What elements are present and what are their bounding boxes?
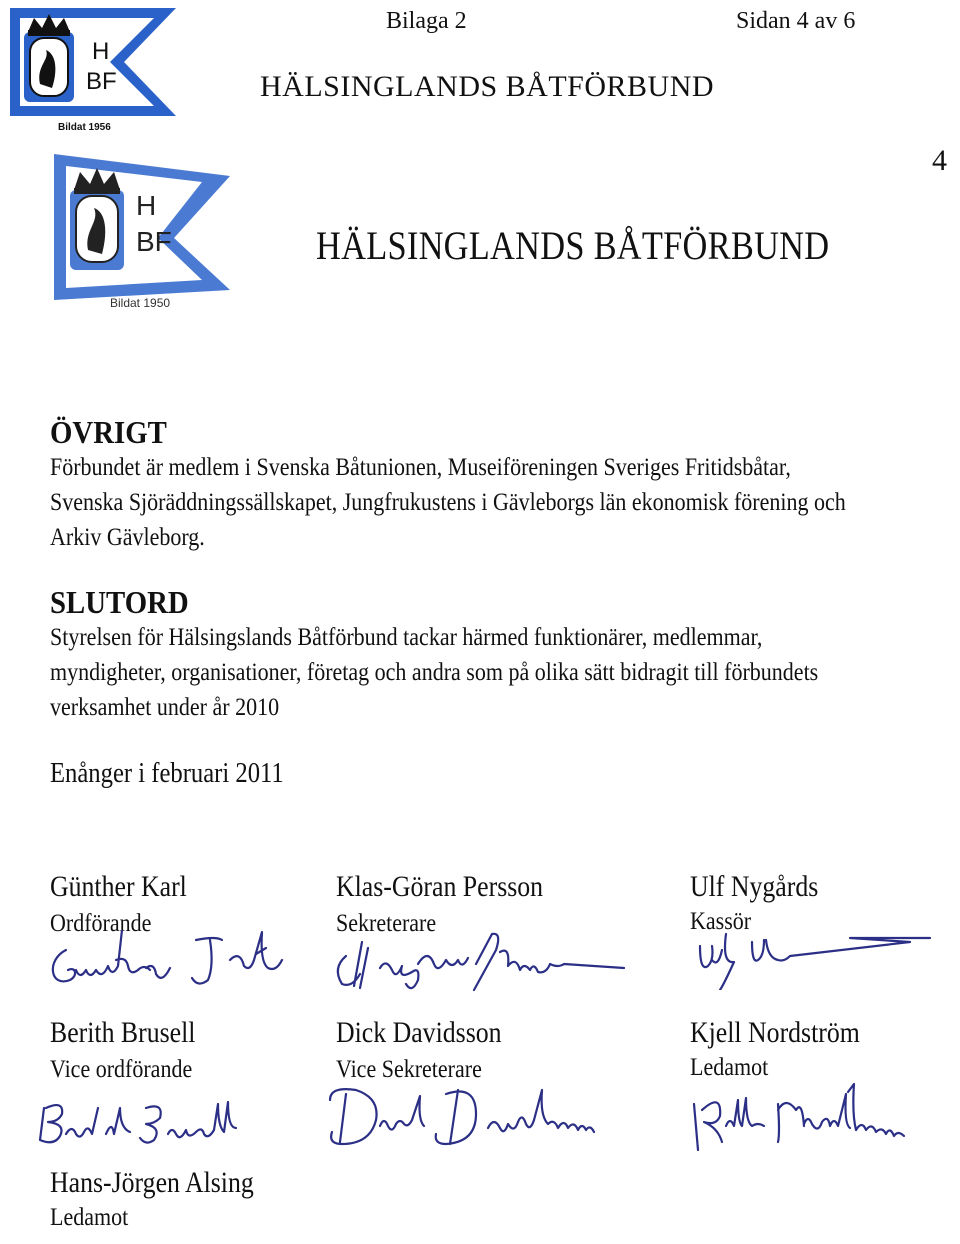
signatory-role: Ledamot [50, 1204, 129, 1231]
signatory-name: Günther Karl [50, 870, 187, 903]
signatory-name: Berith Brusell [50, 1016, 196, 1049]
signature-ulf-nygards [680, 920, 960, 990]
signatory-name: Ulf Nygårds [690, 870, 819, 903]
logo-founded: Bildat 1956 [58, 122, 111, 133]
logo-letters-bf: BF [86, 68, 117, 95]
signatory-role: Ledamot [690, 1054, 769, 1081]
signature-gunther-karl [46, 930, 296, 1000]
signatory-name: Hans-Jörgen Alsing [50, 1166, 254, 1199]
signatory-name: Dick Davidsson [336, 1016, 502, 1049]
scan-logo-letters-bf: BF [136, 226, 172, 257]
slutord-heading: SLUTORD [50, 584, 189, 620]
ovrigt-heading: ÖVRIGT [50, 414, 167, 450]
ovrigt-line-1: Förbundet är medlem i Svenska Båtunionen, Museiföreningen Sveriges Fritidsbåtar, [50, 454, 791, 481]
signatory-role: Kassör [690, 908, 752, 935]
signature-kjell-nordstrom [678, 1080, 928, 1160]
scan-title: HÄLSINGLANDS BÅTFÖRBUND [316, 223, 830, 268]
scan-logo-founded: Bildat 1950 [110, 296, 171, 310]
header-title: HÄLSINGLANDS BÅTFÖRBUND [260, 70, 715, 103]
scan-logo-letter-h: H [136, 190, 157, 221]
ovrigt-line-2: Svenska Sjöräddningssällskapet, Jungfrukustens i Gävleborgs län ekonomisk förening och [50, 489, 846, 516]
ovrigt-line-3: Arkiv Gävleborg. [50, 524, 205, 551]
signatory-name: Klas-Göran Persson [336, 870, 544, 903]
signatory-name: Kjell Nordström [690, 1016, 860, 1049]
scan-logo [50, 150, 240, 310]
slutord-paragraph [50, 620, 921, 725]
bilaga-label: Bilaga 2 [386, 8, 467, 34]
slutord-line-1: Styrelsen för Hälsingslands Båtförbund tackar härmed funktionärer, medlemmar, [50, 624, 763, 651]
signatory-role: Sekreterare [336, 910, 437, 937]
signatory-role: Ordförande [50, 910, 152, 937]
signatory-role: Vice Sekreterare [336, 1056, 482, 1083]
signatory-role: Vice ordförande [50, 1056, 193, 1083]
place-date: Enånger i februari 2011 [50, 758, 284, 789]
signature-klas-goran-persson [326, 928, 626, 998]
ovrigt-paragraph [50, 450, 921, 555]
page-number: 4 [932, 144, 947, 177]
slutord-line-3: verksamhet under år 2010 [50, 694, 280, 721]
header-logo [6, 4, 182, 136]
slutord-line-2: myndigheter, organisationer, företag och andra som på olika sätt bidragit till förbundets [50, 659, 819, 686]
logo-letter-h: H [92, 38, 110, 65]
signature-dick-davidsson [318, 1080, 608, 1160]
signature-berith-brusell [22, 1094, 262, 1154]
page-indicator: Sidan 4 av 6 [736, 8, 856, 34]
